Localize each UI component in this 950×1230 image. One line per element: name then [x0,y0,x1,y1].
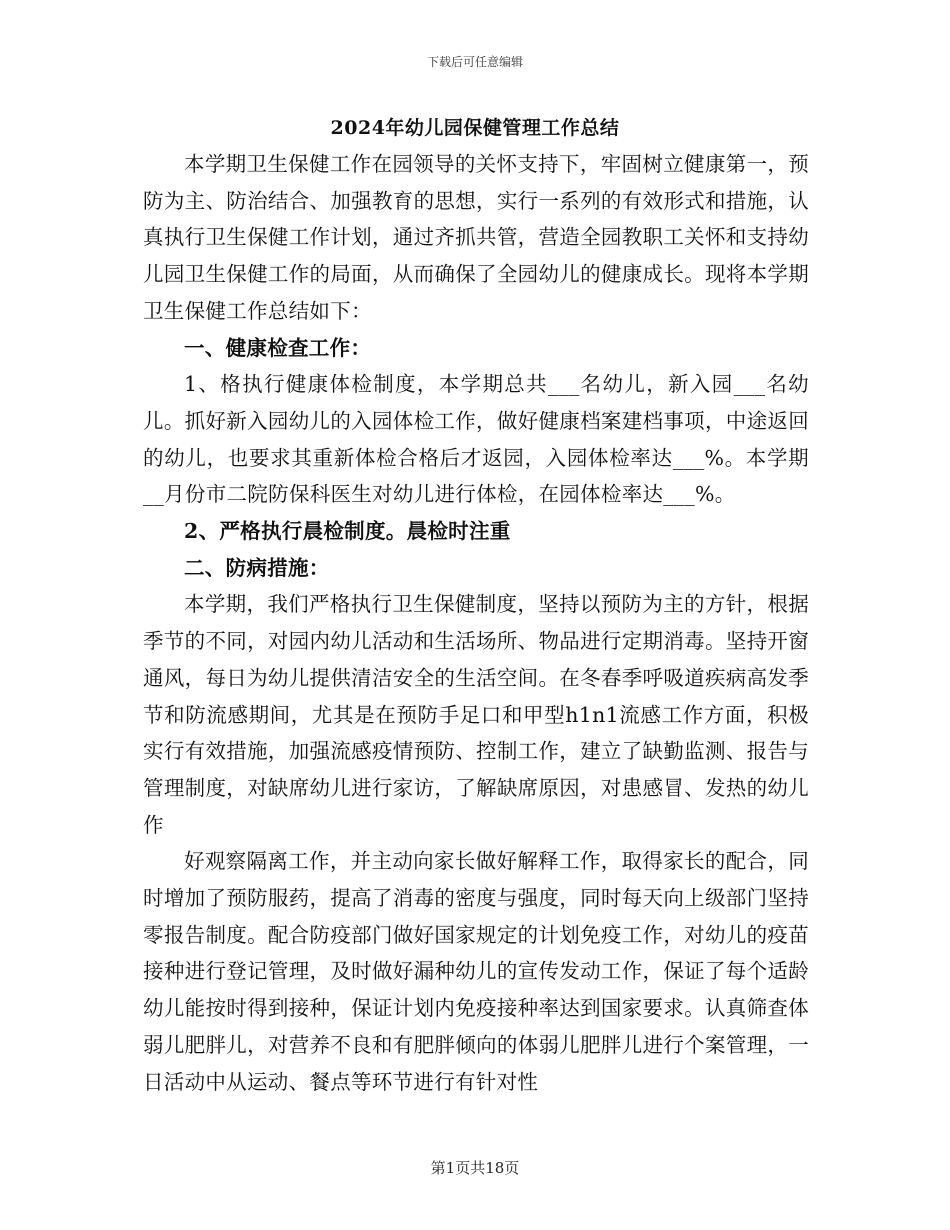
document-title: 2024年幼儿园保健管理工作总结 [330,117,620,139]
page-footer: 第1页共18页 [430,1159,520,1177]
paragraph-health-check: 1、格执行健康体检制度，本学期总共___名幼儿，新入园___名幼儿。抓好新入园幼儿的入园体检工作，做好健康档案建档事项，中途返回的幼儿，也要求其重新体检合格后才返园，入园体检率达___%。本学期__月份市二院防保科医生对幼儿进行体检，在园体检率达___%。 [143,372,809,507]
paragraph-intro: 本学期卫生保健工作在园领导的关怀支持下，牢固树立健康第一，预防为主、防治结合、加强教育的思想，实行一系列的有效形式和措施，认真执行卫生保健工作计划，通过齐抓共管，营造全园教职工关怀和支持幼儿园卫生保健工作的局面，从而确保了全园幼儿的健康成长。现将本学期卫生保健工作总结如下： [143,152,809,323]
section-heading-health-check: 一、健康检查工作： [184,335,372,360]
section-heading-disease-prevention: 二、防病措施： [184,555,330,580]
paragraph-observation-isolation: 好观察隔离工作，并主动向家长做好解释工作，取得家长的配合，同时增加了预防服药，提高了消毒的密度与强度，同时每天向上级部门坚持零报告制度。配合防疫部门做好国家规定的计划免疫工作，对幼儿的疫苗接种进行登记管理，及时做好漏种幼儿的宣传发动工作，保证了每个适龄幼儿能按时得到接种，保证计划内免疫接种率达到国家要求。认真筛查体弱儿肥胖儿，对营养不良和有肥胖倾向的体弱儿肥胖儿进行个案管理，一日活动中从运动、餐点等环节进行有针对性 [143,849,809,1094]
page-header-note: 下载后可任意编辑 [426,55,523,69]
document-body [143,146,809,1100]
subheading-morning-check: 2、严格执行晨检制度。晨检时注重 [184,519,511,544]
paragraph-disease-prevention: 本学期，我们严格执行卫生保健制度，坚持以预防为主的方针，根据季节的不同，对园内幼儿活动和生活场所、物品进行定期消毒。坚持开窗通风，每日为幼儿提供清洁安全的生活空间。在冬春季呼吸道疾病高发季节和防流感期间，尤其是在预防手足口和甲型h1n1流感工作方面，积极实行有效措施，加强流感疫情预防、控制工作，建立了缺勤监测、报告与管理制度，对缺席幼儿进行家访，了解缺席原因，对患感冒、发热的幼儿作 [143,592,809,837]
